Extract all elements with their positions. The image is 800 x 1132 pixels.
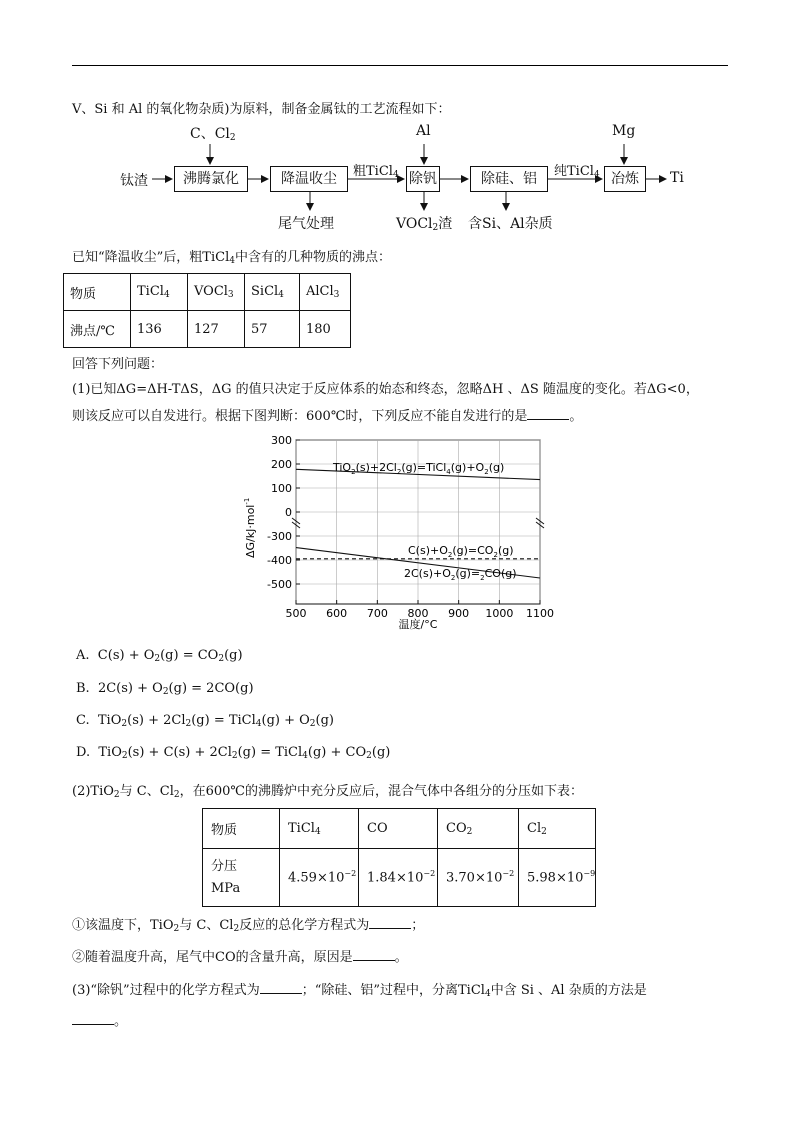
flow-pure-ticl4: 纯TiCl$_4$ (554, 164, 600, 180)
answer-blank (260, 983, 302, 994)
question-2-lead: (2)TiO$_2$与 C、$Cl_2$，在600℃的沸腾炉中充分反应后，混合气体中各组分的分压如下表： (72, 784, 583, 800)
flow-input-c-cl2: C、$Cl_2$ (190, 126, 236, 143)
answer-blank (527, 409, 569, 420)
flow-output-vocl2: VOCl$_2$渣 (396, 216, 453, 233)
flow-step-smelting: 冶炼 (604, 166, 646, 192)
boiling-point-table (63, 273, 351, 348)
table-cell: 180 (300, 311, 351, 348)
flow-step-cooling: 降温收尘 (270, 166, 348, 192)
table-row (64, 311, 351, 348)
x-tick-label: 1000 (485, 607, 514, 620)
option-b[interactable]: B. $2C(s) + O_2(g) = 2CO(g)$ (76, 681, 254, 697)
flow-step-chlorination: 沸腾氯化 (174, 166, 248, 192)
question-1-line-1: (1)已知ΔG=ΔH-TΔS，ΔG 的值只决定于反应体系的始态和终态，忽略ΔH 、ΔS 随温度的变化。若ΔG<0， (72, 382, 699, 397)
table-cell: VOCl$_3$ (188, 274, 245, 311)
flow-output-impurity: 含Si、Al杂质 (468, 216, 553, 232)
answer-blank (369, 918, 411, 929)
x-tick-label: 700 (366, 607, 388, 620)
table-cell: $1.84\times 10^{-2}$ (359, 849, 438, 907)
table-row (203, 809, 596, 849)
series-label-co: $2C(s)+O_2(g)=_2CO(g)$ (404, 567, 517, 582)
partial-pressure-table (202, 808, 596, 907)
table-row (64, 274, 351, 311)
y-tick-label: -300 (267, 530, 292, 543)
table-cell: TiCl$_4$ (131, 274, 188, 311)
table-header-cell: 物质 (203, 809, 280, 849)
table-cell: $Cl_2$ (519, 809, 596, 849)
answer-blank (72, 1014, 114, 1025)
flow-step-silicon-aluminum: 除硅、铝 (470, 166, 548, 192)
flow-start-label: 钛渣 (120, 173, 148, 189)
x-tick-label: 600 (326, 607, 348, 620)
y-tick-label: 200 (271, 458, 292, 471)
table-cell: CO (359, 809, 438, 849)
flow-crude-ticl4: 粗TiCl$_4$ (353, 164, 399, 180)
table-header-cell: 物质 (64, 274, 131, 311)
boiling-point-lead: 已知“降温收尘”后，粗TiCl$_4$中含有的几种物质的沸点： (72, 250, 391, 266)
table-cell: SiCl$_4$ (245, 274, 300, 311)
x-tick-label: 800 (407, 607, 429, 620)
intro-text: V、Si 和 Al 的氧化物杂质)为原料，制备金属钛的工艺流程如下： (72, 102, 451, 117)
y-axis-label: ΔG/kJ·mol$^{-1}$ (243, 497, 257, 558)
option-d[interactable]: D. $TiO_2(s) + C(s) + 2Cl_2(g)$ = TiCl$_4$(g) + $CO_2(g)$ (76, 745, 391, 761)
table-cell: $CO_2$ (438, 809, 519, 849)
x-tick-label: 900 (448, 607, 470, 620)
table-cell: $5.98\times 10^{-9}$ (519, 849, 596, 907)
question-3-line-2: 。 (72, 1010, 127, 1029)
answer-header: 回答下列问题： (72, 357, 164, 372)
delta-g-chart (230, 430, 570, 635)
y-tick-label: 300 (271, 434, 292, 447)
series-label-co2: $C(s)+O_2(g)=CO_2(g)$ (408, 544, 514, 559)
table-header-cell: 分压 MPa (203, 849, 280, 907)
table-cell: 57 (245, 311, 300, 348)
table-cell: 127 (188, 311, 245, 348)
y-tick-label: 0 (285, 506, 292, 519)
table-cell: $4.59\times 10^{-2}$ (280, 849, 359, 907)
question-3-line-1: (3)“除钒”过程中的化学方程式为 ；“除硅、铝”过程中，分离TiCl$_4$中含 Si 、Al 杂质的方法是 (72, 983, 647, 999)
y-tick-label: -500 (267, 578, 292, 591)
option-c[interactable]: C. $TiO_2(s) + 2Cl_2(g)$ = TiCl$_4$(g) + $O_2(g)$ (76, 713, 334, 729)
table-cell: $3.70\times 10^{-2}$ (438, 849, 519, 907)
answer-blank (353, 950, 395, 961)
x-tick-label: 500 (285, 607, 307, 620)
flow-input-mg: Mg (612, 123, 636, 139)
y-tick-label: 100 (271, 482, 292, 495)
y-tick-label: -400 (267, 554, 292, 567)
table-cell: TiCl$_4$ (280, 809, 359, 849)
series-label-tio2: $TiO_2(s)+2Cl_2(g)=TiCl_4(g)+O_2(g)$ (333, 461, 505, 476)
flow-end-label: Ti (670, 170, 684, 186)
option-a[interactable]: A. $C(s) + O_2(g) = CO_2(g)$ (76, 648, 243, 664)
flow-input-al: Al (416, 123, 431, 139)
table-row (203, 849, 596, 907)
question-2-sub-1: ①该温度下，TiO$_2$与 C、$Cl_2$反应的总化学方程式为 ； (72, 918, 425, 934)
flow-step-vanadium: 除钒 (406, 166, 440, 192)
question-2-sub-2: ②随着温度升高，尾气中CO的含量升高，原因是 。 (72, 950, 408, 965)
table-header-cell: 沸点/℃ (64, 311, 131, 348)
question-1-line-2: 则该反应可以自发进行。根据下图判断：600℃时，下列反应不能自发进行的是 。 (72, 409, 583, 424)
x-tick-label: 1100 (526, 607, 554, 620)
x-axis-label: 温度/°C (398, 618, 438, 631)
flow-arrows (0, 0, 800, 240)
table-cell: 136 (131, 311, 188, 348)
table-cell: AlCl$_3$ (300, 274, 351, 311)
flow-output-tail-gas: 尾气处理 (278, 216, 334, 232)
